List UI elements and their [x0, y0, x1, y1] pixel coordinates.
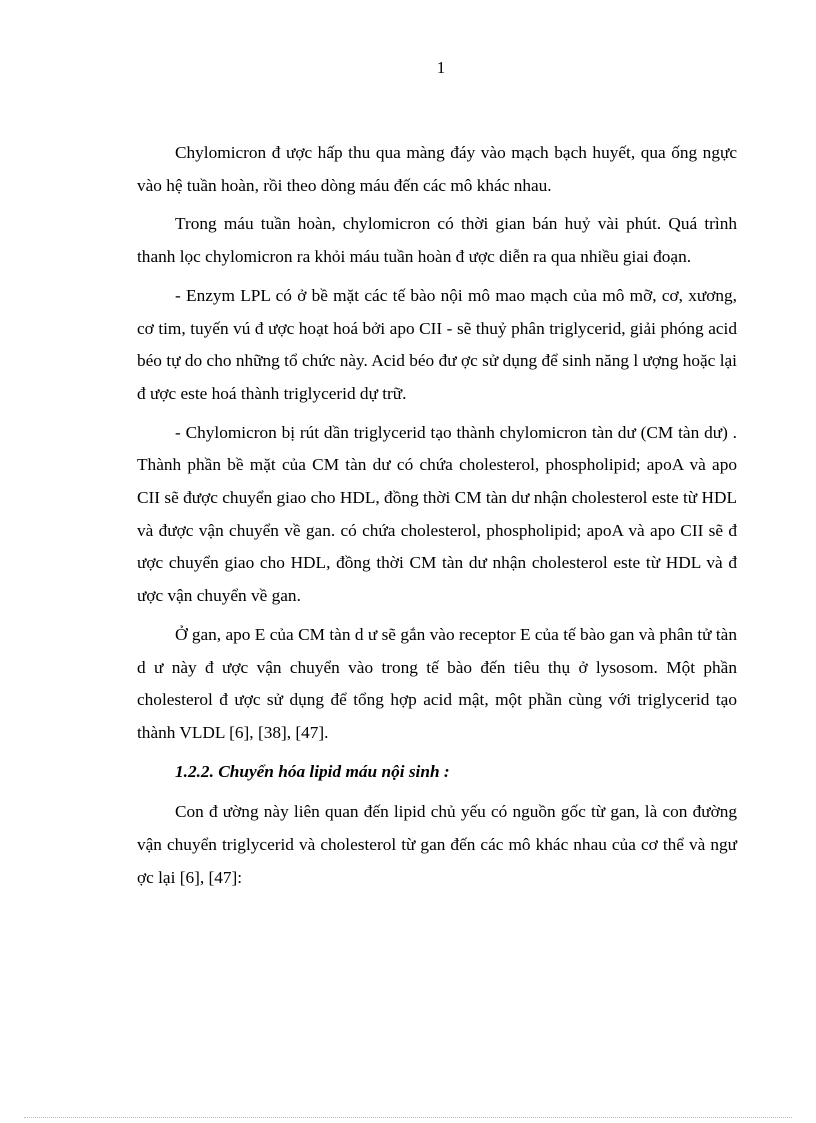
- page-number: 1: [436, 58, 446, 77]
- page-bottom-divider: [24, 1117, 792, 1118]
- section-heading: 1.2.2. Chuyển hóa lipid máu nội sinh :: [175, 761, 450, 781]
- paragraph-lpl-enzyme: - Enzym LPL có ở bề mặt các tế bào nội mô mao mạch của mô mỡ, cơ, xương, cơ tim, tuyến vú đ ược hoạt hoá bởi apo CII - sẽ thuỷ phân triglycerid, giải phóng acid béo tự do cho những tổ chức này. Acid béo đư ợc sử dụng để sinh năng l ượng hoặc lại đ ược este hoá thành triglycerid dự trữ.: [137, 285, 737, 403]
- paragraph-chylomicron-absorption: Chylomicron đ ược hấp thu qua màng đáy vào mạch bạch huyết, qua ống ngực vào hệ tuần hoàn, rồi theo dòng máu đến các mô khác nhau.: [137, 143, 737, 195]
- paragraph-chylomicron-remnant: - Chylomicron bị rút dần triglycerid tạo thành chylomicron tàn dư (CM tàn dư) . Thành phần bề mặt của CM tàn dư có chứa cholesterol, phospholipid; apoA và apo CII sẽ được chuyển giao cho HDL, đồng thời CM tàn dư nhận cholesterol este từ HDL và được vận chuyển về gan. có chứa cholesterol, phospholipid; apoA và apo CII sẽ đ ược chuyển giao cho HDL, đồng thời CM tàn dư nhận cholesterol este từ HDL và đ ược vận chuyển về gan.: [137, 422, 737, 606]
- paragraph-endogenous-pathway: Con đ ường này liên quan đến lipid chủ yếu có nguồn gốc từ gan, là con đường vận chuyển triglycerid và cholesterol từ gan đến các mô khác nhau của cơ thể và ngư ợc lại [6], [47]:: [137, 802, 737, 887]
- paragraph-circulation: Trong máu tuần hoàn, chylomicron có thời gian bán huỷ vài phút. Quá trình thanh lọc chylomicron ra khỏi máu tuần hoàn đ ược diễn ra qua nhiều giai đoạn.: [137, 214, 737, 267]
- document-body: [137, 137, 737, 900]
- paragraph-liver-uptake: Ở gan, apo E của CM tàn d ư sẽ gắn vào receptor E của tế bào gan và phân tử tàn d ư này đ ược vận chuyển vào trong tế bào đến tiêu thụ ở lysosom. Một phần cholesterol đ ược sử dụng để tổng hợp acid mật, một phần cùng với triglycerid tạo thành VLDL [6], [38], [47].: [137, 624, 737, 742]
